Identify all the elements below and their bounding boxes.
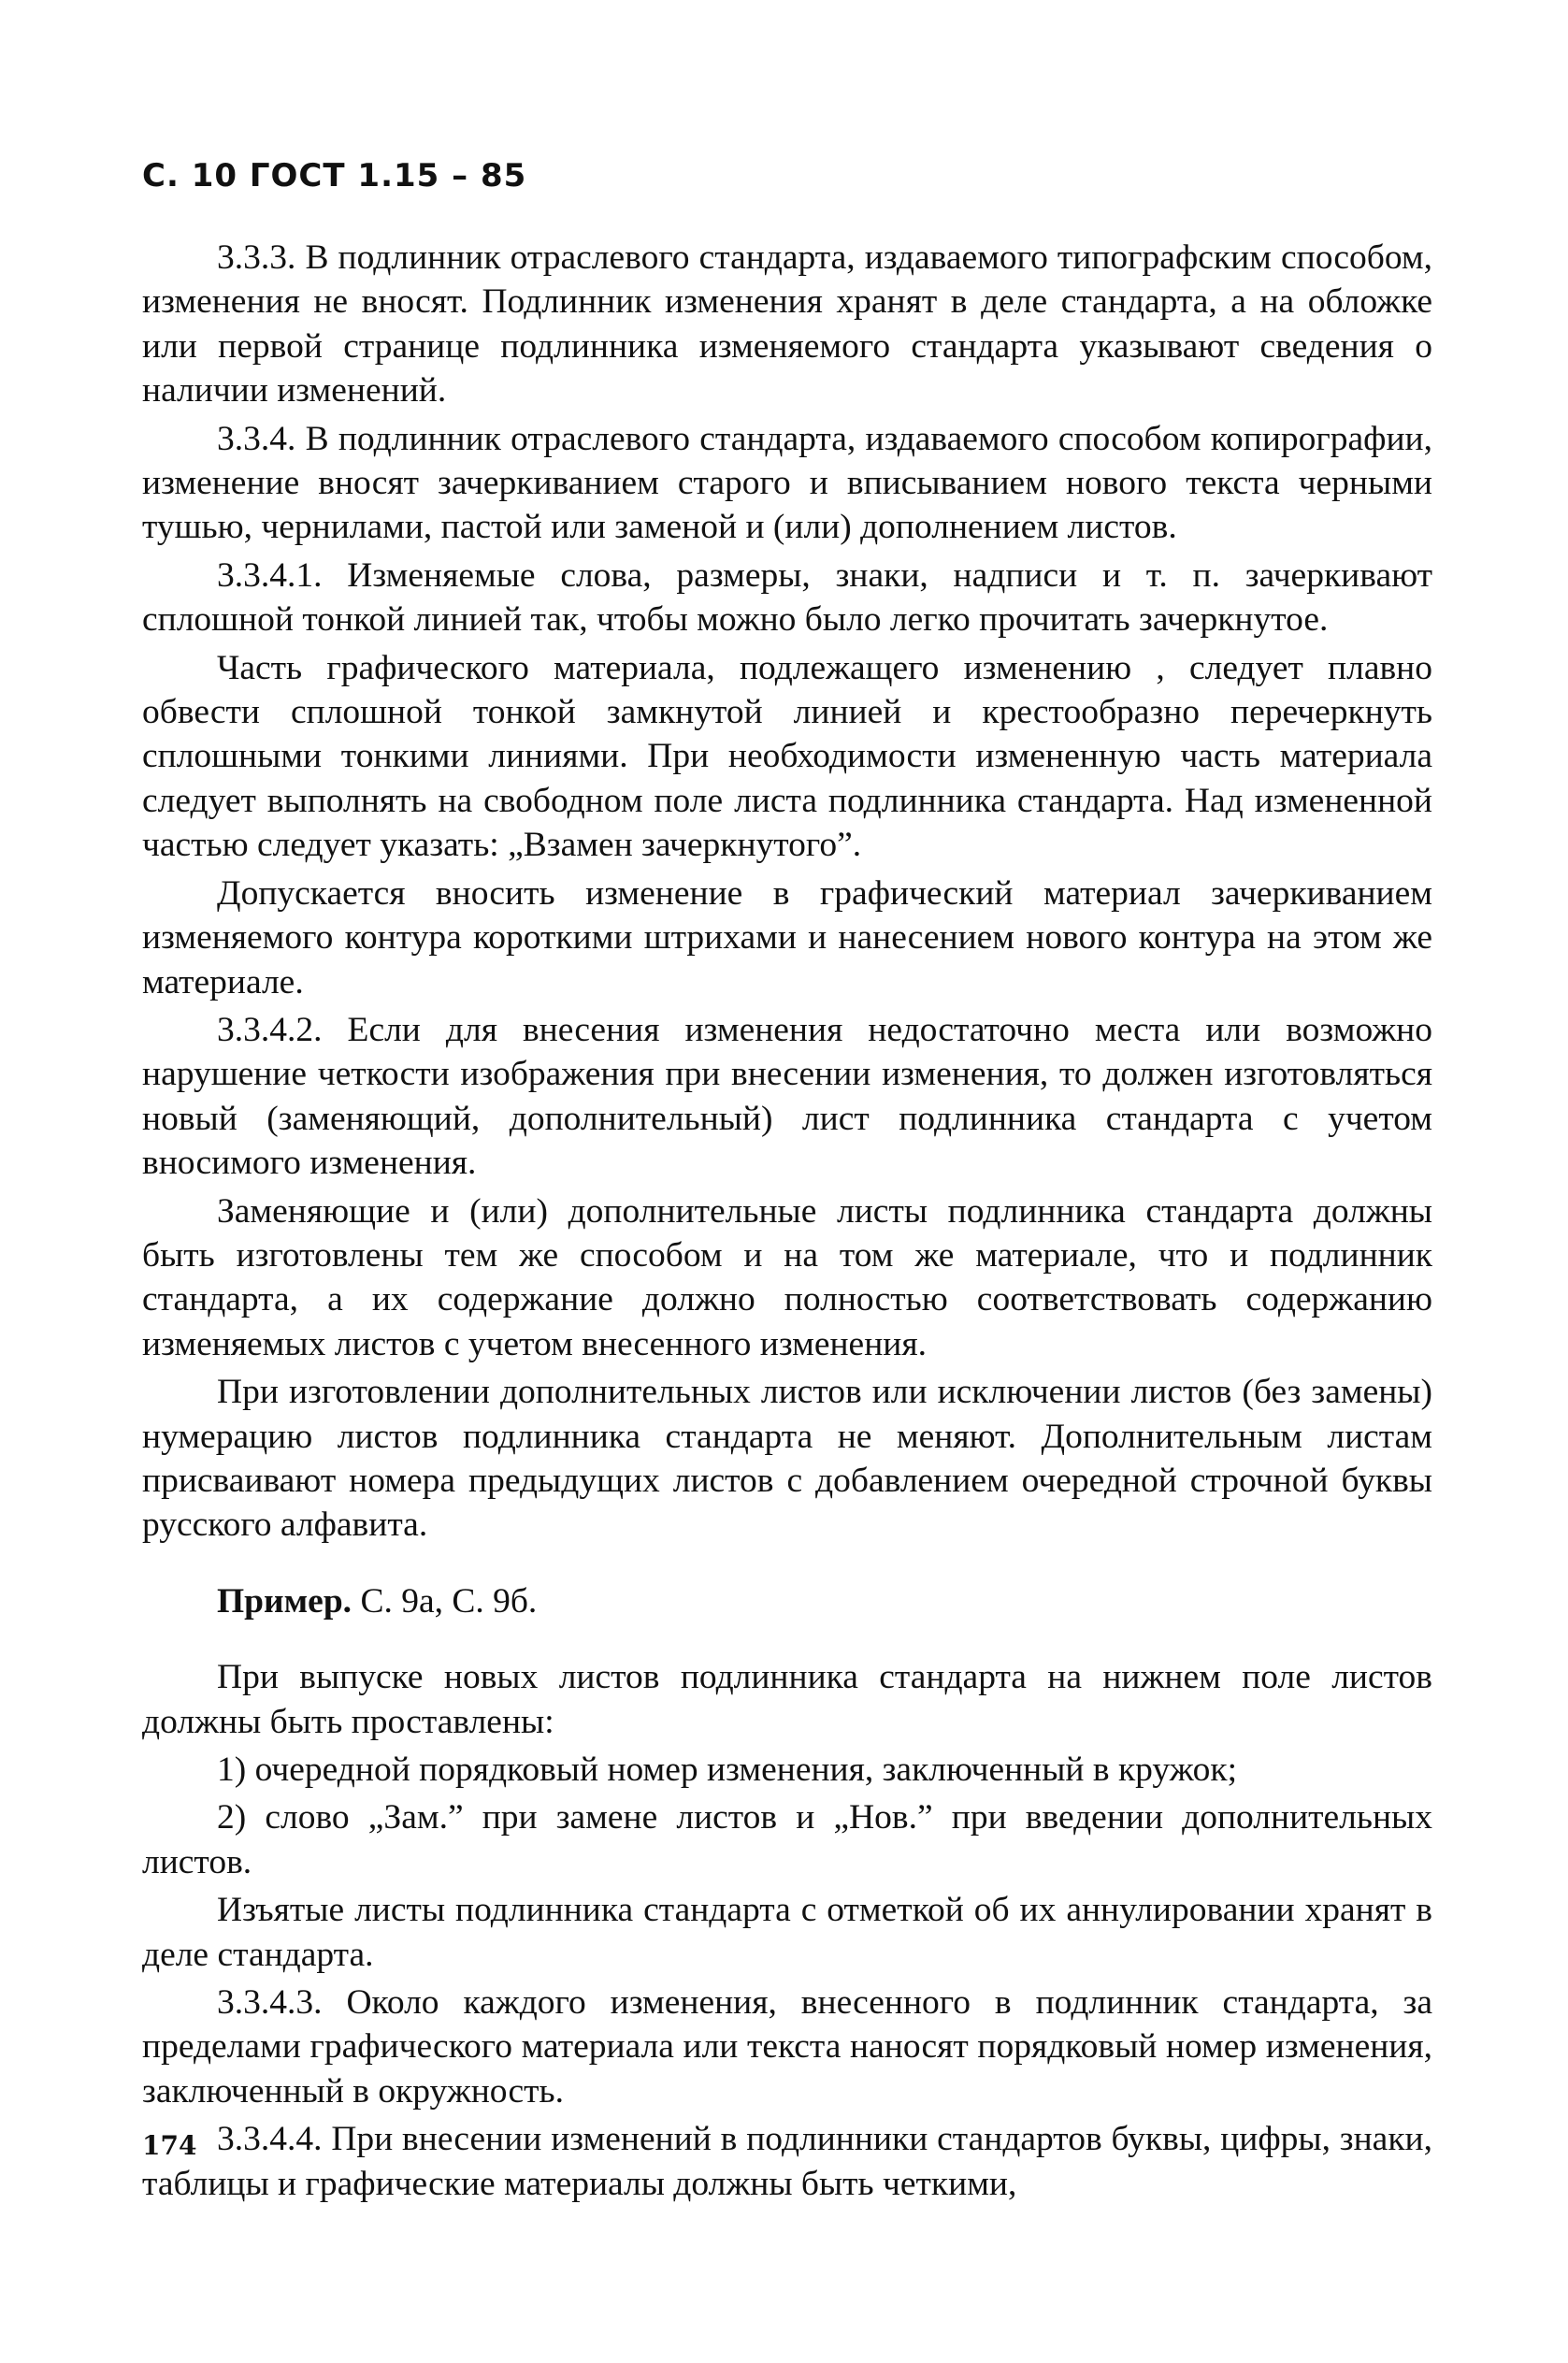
running-head: С. 10 ГОСТ 1.15 – 85	[142, 157, 527, 195]
body-text	[142, 236, 1432, 2210]
paragraph-3-3-4-1: 3.3.4.1. Изменяемые слова, размеры, знаки, надписи и т. п. зачеркивают сплошной тонкой линией так, чтобы можно было легко прочитать зачеркнутое.	[142, 555, 1432, 640]
page-number: 174	[142, 2130, 197, 2161]
paragraph-graphic-material: Часть графического материала, подлежащего изменению , следует плавно обвести сплошной тонкой замкнутой линией и крестообразно перечеркнуть сплошными тонкими линиями. При необходимости измененную часть материала следует выполнять на свободном поле листа подлинника стандарта. Над измененной частью следует указать: „Взамен зачеркнутого”.	[142, 648, 1432, 865]
paragraph-contour-change: Допускается вносить изменение в графический материал зачеркиванием изменяемого контура короткими штрихами и нанесением нового контура на этом же материале.	[142, 873, 1432, 1001]
list-item-1: 1) очередной порядковый номер изменения, заключенный в кружок;	[217, 1751, 1238, 1789]
paragraph-3-3-4-3: 3.3.4.3. Около каждого изменения, внесенного в подлинник стандарта, за пределами графического материала или текста наносят порядковый номер изменения, заключенный в окружность.	[142, 1983, 1432, 2111]
paragraph-3-3-4: 3.3.4. В подлинник отраслевого стандарта, издаваемого способом копирографии, изменение вносят зачеркиванием старого и вписыванием нового текста черными тушью, чернилами, пастой или заменой и (или) дополнением листов.	[142, 419, 1432, 547]
paragraph-withdrawn-sheets: Изъятые листы подлинника стандарта с отметкой об их аннулировании хранят в деле стандарта.	[142, 1891, 1432, 1974]
paragraph-3-3-4-2: 3.3.4.2. Если для внесения изменения недостаточно места или возможно нарушение четкости изображения при внесении изменения, то должен изготовляться новый (заменяющий, дополнительный) лист подлинника стандарта с учетом вносимого изменения.	[142, 1010, 1432, 1183]
example-text: С. 9а, С. 9б.	[352, 1581, 538, 1621]
paragraph-3-3-4-4: 3.3.4.4. При внесении изменений в подлинники стандартов буквы, цифры, знаки, таблицы и графические материалы должны быть четкими,	[142, 2120, 1432, 2203]
paragraph-new-sheets: При выпуске новых листов подлинника стандарта на нижнем поле листов должны быть проставлены:	[142, 1658, 1432, 1741]
paragraph-3-3-3: 3.3.3. В подлинник отраслевого стандарта, издаваемого типографским способом, изменения не вносят. Подлинник изменения хранят в деле стандарта, а на обложке или первой странице подлинника изменяемого стандарта указывают сведения о наличии изменений.	[142, 238, 1432, 411]
paragraph-additional-sheets: При изготовлении дополнительных листов или исключении листов (без замены) нумерацию листов подлинника стандарта не меняют. Дополнительным листам присваивают номера предыдущих листов с добавлением очередной строчной буквы русского алфавита.	[142, 1373, 1432, 1545]
paragraph-replacement-sheets: Заменяющие и (или) дополнительные листы подлинника стандарта должны быть изготовлены тем же способом и на том же материале, что и подлинник стандарта, а их содержание должно полностью соответствовать содержанию изменяемых листов с учетом внесенного изменения.	[142, 1191, 1432, 1363]
list-item-2: 2) слово „Зам.” при замене листов и „Нов.” при введении дополнительных листов.	[142, 1798, 1432, 1881]
example-line	[142, 1579, 1432, 1623]
example-label: Пример.	[217, 1581, 352, 1621]
